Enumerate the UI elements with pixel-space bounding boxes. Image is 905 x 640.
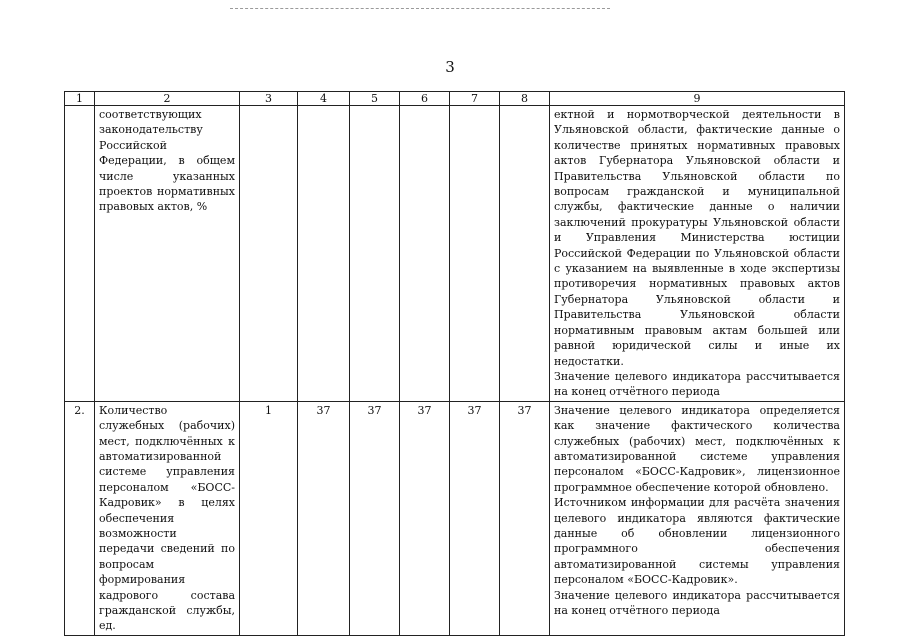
value-col-6 — [400, 106, 450, 402]
indicator-name: Количество служебных (рабочих) мест, подключённых к автоматизированной системе управления персоналом «БОСС-Кадровик» в целях обеспечения возможности передачи сведений по вопросам формирования кадрового состава гражданской службы, ед. — [95, 401, 240, 635]
top-scan-marks — [230, 8, 610, 9]
header-row — [65, 92, 845, 106]
value-col-5 — [350, 106, 400, 402]
header-cell-6: 6 — [400, 92, 450, 106]
value-col-8: 37 — [500, 401, 550, 635]
value-col-5: 37 — [350, 401, 400, 635]
header-cell-5: 5 — [350, 92, 400, 106]
indicator-table — [64, 91, 845, 636]
table-row — [65, 106, 845, 402]
row-number: 2. — [65, 401, 95, 635]
methodology-text: ектной и нормотворческой деятельности в Ульяновской области, фактические данные о количестве принятых нормативных правовых актов Губернатора Ульяновской области и Правительства Ульяновской области по вопросам гражданской и муниципальной службы, фактические данные о наличии заключений прокуратуры Ульяновской области и Управления Министерства юстиции Российской Федерации по Ульяновской области с указанием на выявленные в ходе экспертизы противоречия нормативных правовых актов Губернатора Ульяновской области и Правительства Ульяновской области нормативным правовым актам большей или равной юридической силы и иные их недостатки. — [554, 108, 840, 368]
header-cell-8: 8 — [500, 92, 550, 106]
value-col-3: 1 — [240, 401, 298, 635]
methodology-cell — [550, 401, 845, 635]
header-cell-7: 7 — [450, 92, 500, 106]
methodology-source-note: Источником информации для расчёта значения целевого индикатора являются фактические данные об обновлении лицензионного программного обеспечения автоматизированной системы управления персоналом «БОСС-Кадровик». — [554, 496, 840, 587]
methodology-cell — [550, 106, 845, 402]
page-number: 3 — [445, 58, 455, 76]
value-col-3 — [240, 106, 298, 402]
methodology-text: Значение целевого индикатора определяется как значение фактического количества служебных (рабочих) мест, подключённых к автоматизированной системе управления персоналом «БОСС-Кадровик», лицензионное программное обеспечение которой обновлено. — [554, 403, 840, 494]
value-col-6: 37 — [400, 401, 450, 635]
header-cell-1: 1 — [65, 92, 95, 106]
value-col-7: 37 — [450, 401, 500, 635]
indicator-name: соответствующих законодательству Российской Федерации, в общем числе указанных проектов нормативных правовых актов, % — [95, 106, 240, 402]
header-cell-4: 4 — [298, 92, 350, 106]
row-number — [65, 106, 95, 402]
methodology-period-note: Значение целевого индикатора рассчитывается на конец отчётного периода — [554, 588, 840, 617]
methodology-period-note: Значение целевого индикатора рассчитывается на конец отчётного периода — [554, 369, 840, 399]
value-col-7 — [450, 106, 500, 402]
header-cell-3: 3 — [240, 92, 298, 106]
table-row — [65, 401, 845, 635]
value-col-4: 37 — [298, 401, 350, 635]
header-cell-9: 9 — [550, 92, 845, 106]
value-col-4 — [298, 106, 350, 402]
header-cell-2: 2 — [95, 92, 240, 106]
value-col-8 — [500, 106, 550, 402]
